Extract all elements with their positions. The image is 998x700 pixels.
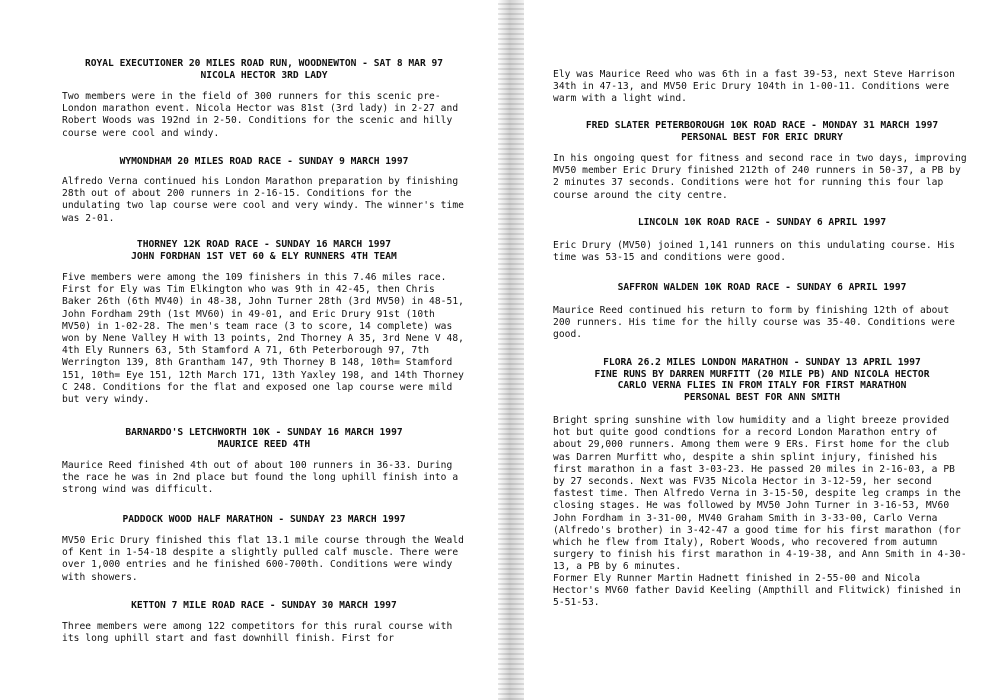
- heading-london-marathon: [553, 357, 971, 403]
- article-letchworth: Maurice Reed finished 4th out of about 100 runners in 36-33. During the race he was in 2nd place but found the long uphill finish into a strong wind was difficult.: [62, 460, 459, 496]
- article-wymondham: Alfredo Verna continued his London Marathon preparation by finishing 28th out of about 200 runners in 2-16-15. Conditions for the undulating two lap course were cool and very windy. The winner's time was 2-01.: [62, 176, 464, 224]
- heading-line: KETTON 7 MILE ROAD RACE - SUNDAY 30 MARCH 1997: [131, 600, 397, 611]
- right-page: [510, 0, 998, 700]
- heading-saffron-walden: [553, 282, 971, 294]
- heading-peterborough: [553, 120, 971, 143]
- heading-line: THORNEY 12K ROAD RACE - SUNDAY 16 MARCH 1997: [136, 239, 392, 250]
- article-hadnett-keeling: Former Ely Runner Martin Hadnett finished in 2-55-00 and Nicola Hector's MV60 father David Keeling (Ampthill and Flitwick) finished in 5-51-53.: [553, 573, 961, 609]
- heading-line: BARNARDO'S LETCHWORTH 10K - SUNDAY 16 MARCH 1997: [125, 427, 403, 438]
- heading-line: LINCOLN 10K ROAD RACE - SUNDAY 6 APRIL 1997: [637, 217, 887, 228]
- heading-line: JOHN FORDHAN 1ST VET 60 & ELY RUNNERS 4TH TEAM: [131, 250, 397, 262]
- article-peterborough: In his ongoing quest for fitness and second race in two days, improving MV50 member Eric Drury finished 212th of 240 runners in 50-37, a PB by 2 minutes 37 seconds. Conditions were hot for running this four lap course around the city centre.: [553, 153, 967, 201]
- article-london-marathon: Bright spring sunshine with low humidity and a light breeze provided hot but quite good condtions for a record London Marathon entry of about 29,000 runners. Among them were 9 ERs. First home for the club was Darren Murfitt who, despite a shin splint injury, finished his first marathon in a fast 3-03-23. He passed 20 miles in 2-16-03, a PB by 27 seconds. Next was FV35 Nicola Hector in 3-12-59, her second fastest time. Then Alfredo Verna in 3-15-50, despite leg cramps in the closing stages. He was followed by MV50 John Turner in 3-16-53, MV60 John Fordham in 3-31-00, MV40 Graham Smith in 3-33-00, Carlo Verna (Alfredo's brother) in 3-42-47 a good time for his first marathon (for which he flew from Italy), Robert Woods, who recovered from autumn surgery to finish his first marathon in 4-19-38, and Ann Smith in 4-30-13, a PB by 6 minutes.: [553, 415, 967, 573]
- article-lincoln: Eric Drury (MV50) joined 1,141 runners on this undulating course. His time was 53-15 and conditions were good.: [553, 240, 955, 264]
- heading-ketton: [62, 600, 466, 612]
- article-ketton-continued: Ely was Maurice Reed who was 6th in a fast 39-53, next Steve Harrison 34th in 47-13, and MV50 Eric Drury 104th in 1-00-11. Conditions were warm with a light wind.: [553, 69, 955, 105]
- heading-line: NICOLA HECTOR 3RD LADY: [200, 69, 328, 81]
- article-saffron-walden: Maurice Reed continued his return to form by finishing 12th of about 200 runners. His time for the hilly course was 35-40. Conditions were good.: [553, 305, 955, 341]
- article-paddock-wood: MV50 Eric Drury finished this flat 13.1 mile course through the Weald of Kent in 1-54-18 despite a slightly pulled calf muscle. There were over 1,000 entries and he finished 600-700th. Conditions were windy with showers.: [62, 535, 464, 583]
- article-thorney: Five members were among the 109 finishers in this 7.46 miles race. First for Ely was Tim Elkington who was 9th in 42-45, then Chris Baker 26th (6th MV40) in 48-38, John Turner 28th (3rd MV50) in 48-51, John Fordham 29th (1st MV60) in 49-01, and Eric Drury 91st (10th MV50) in 1-02-28. The men's team race (3 to score, 14 complete) was won by Nene Valley H with 13 points, 2nd Thorney A 35, 3rd Nene V 48, 4th Ely Runners 63, 5th Stamford A 71, 6th Peterborough 97, 7th Werrington 139, 8th Grantham 147, 9th Thorney B 148, 10th= Stamford 151, 10th= Eye 151, 12th March 171, 13th Yaxley 198, and 14th Thorney C 248. Conditions for the flat and exposed one lap course were mild but very windy.: [62, 272, 464, 406]
- heading-paddock-wood: [62, 514, 466, 526]
- heading-line: CARLO VERNA FLIES IN FROM ITALY FOR FIRST MARATHON: [617, 380, 907, 391]
- heading-thorney: [62, 239, 466, 262]
- article-ketton: Three members were among 122 competitors for this rural course with its long uphill start and fast downhill finish. First for: [62, 621, 453, 645]
- heading-lincoln: [553, 217, 971, 229]
- heading-woodnewton: [62, 58, 466, 81]
- heading-letchworth: [62, 427, 466, 450]
- heading-line: FINE RUNS BY DARREN MURFITT (20 MILE PB) AND NICOLA HECTOR: [594, 368, 930, 380]
- heading-line: PADDOCK WOOD HALF MARATHON - SUNDAY 23 MARCH 1997: [122, 514, 406, 525]
- heading-line: FRED SLATER PETERBOROUGH 10K ROAD RACE - MONDAY 31 MARCH 1997: [585, 120, 939, 131]
- heading-line: SAFFRON WALDEN 10K ROAD RACE - SUNDAY 6 APRIL 1997: [617, 282, 907, 293]
- heading-line: MAURICE REED 4TH: [217, 438, 311, 450]
- heading-line: WYMONDHAM 20 MILES ROAD RACE - SUNDAY 9 MARCH 1997: [119, 156, 409, 167]
- heading-line: FLORA 26.2 MILES LONDON MARATHON - SUNDAY 13 APRIL 1997: [603, 357, 921, 368]
- heading-line: PERSONAL BEST FOR ANN SMITH: [684, 391, 840, 403]
- heading-line: PERSONAL BEST FOR ERIC DRURY: [681, 131, 843, 143]
- heading-line: ROYAL EXECUTIONER 20 MILES ROAD RUN, WOODNEWTON - SAT 8 MAR 97: [84, 58, 444, 69]
- article-woodnewton: Two members were in the field of 300 runners for this scenic pre-London marathon event. Nicola Hector was 81st (3rd lady) in 2-27 and Robert Woods was 192nd in 2-50. Conditions for the scenic and hilly course were cool and windy.: [62, 91, 459, 139]
- heading-wymondham: [62, 156, 466, 168]
